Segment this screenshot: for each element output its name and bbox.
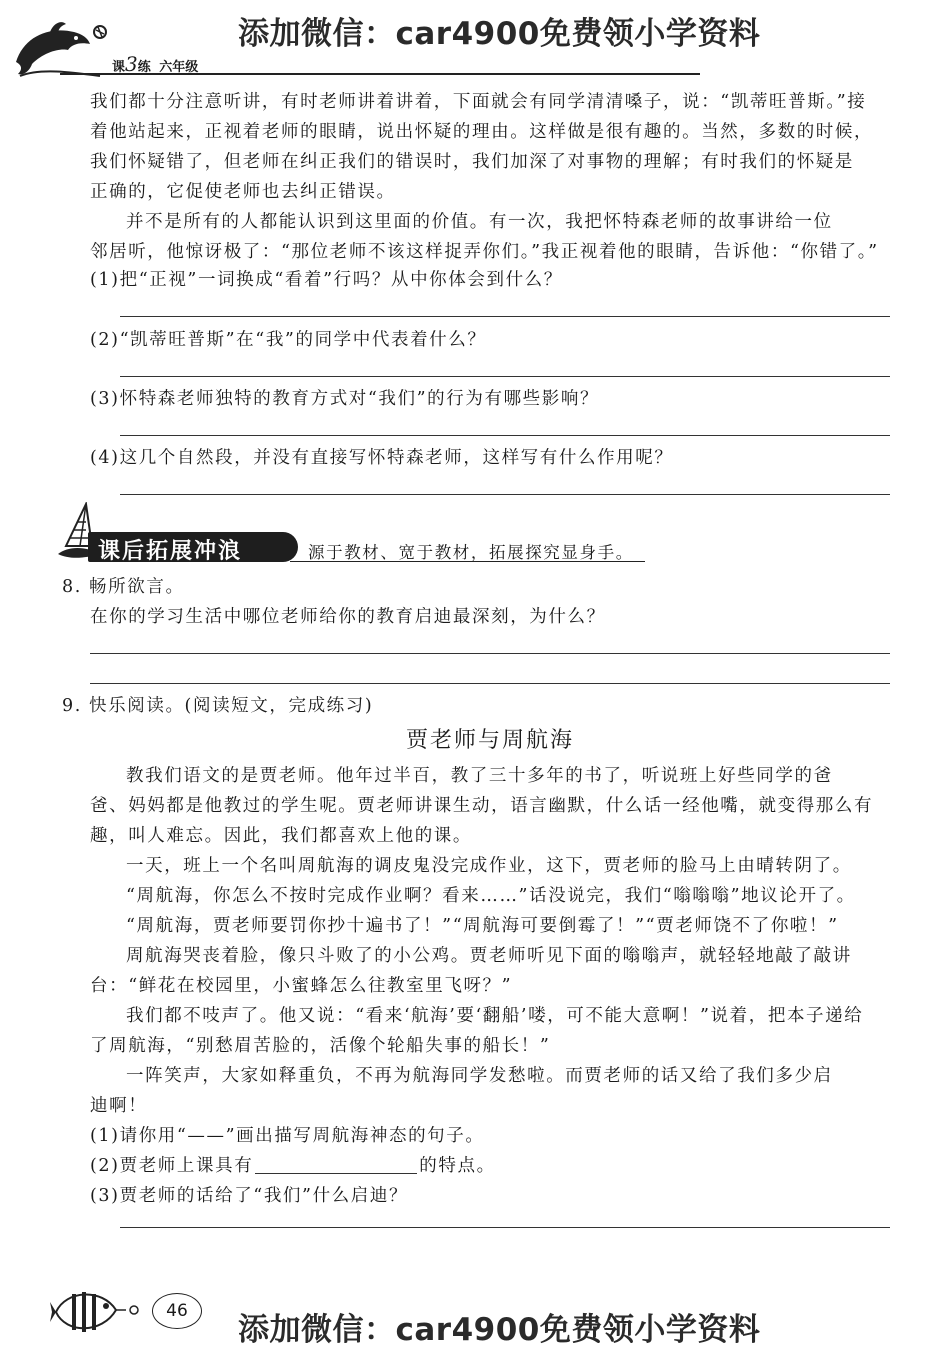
q9-sub3: (3)贾老师的话给了“我们”什么启迪？ <box>90 1186 409 1206</box>
answer-line[interactable] <box>90 653 890 654</box>
passage-line: 着他站起来，正视着老师的眼睛，说出怀疑的理由。这样做是很有趣的。当然，多数的时候， <box>90 122 874 142</box>
grade-label: 六年级 <box>159 60 199 75</box>
story-line: 我们都不吱声了。他又说：“看来‘航海’要‘翻船’喽，可不能大意啊！”说着，把本子递给 <box>126 1006 864 1026</box>
header-watermark: 添加微信：car4900免费领小学资料 <box>238 16 761 52</box>
q9-sub2-after: 的特点。 <box>419 1156 496 1176</box>
answer-line[interactable] <box>120 494 890 495</box>
story-line: 趣，叫人难忘。因此，我们都喜欢上他的课。 <box>90 826 472 846</box>
question-text: (4)这几个自然段，并没有直接写怀特森老师，这样写有什么作用呢？ <box>90 448 674 468</box>
footer-watermark: 添加微信：car4900免费领小学资料 <box>238 1312 761 1348</box>
fill-blank[interactable] <box>255 1173 417 1174</box>
q9-sub1: (1)请你用“——”画出描写周航海神态的句子。 <box>90 1126 485 1146</box>
passage-line: 邻居听，他惊讶极了：“那位老师不该这样捉弄你们。”我正视着他的眼睛，告诉他：“你错了。” <box>90 242 879 262</box>
story-line: 一天，班上一个名叫周航海的调皮鬼没完成作业，这下，贾老师的脸马上由晴转阴了。 <box>126 856 852 876</box>
header-rule <box>60 73 700 75</box>
dolphin-logo <box>10 18 110 78</box>
story-line: 教我们语文的是贾老师。他年过半百，教了三十多年的书了，听说班上好些同学的爸 <box>126 766 833 786</box>
q9-sub2-before: (2)贾老师上课具有 <box>90 1156 254 1176</box>
story-line: 周航海哭丧着脸，像只斗败了的小公鸡。贾老师听见下面的嗡嗡声，就轻轻地敲了敲讲 <box>126 946 852 966</box>
page-number-badge <box>152 1293 202 1329</box>
story-line: 了周航海，“别愁眉苦脸的，活像个轮船失事的船长！” <box>90 1036 551 1056</box>
lesson-number: 3 <box>125 52 138 76</box>
section-banner <box>88 532 298 562</box>
banner-subtitle: 源于教材、宽于教材，拓展探究显身手。 <box>308 543 634 562</box>
story-line: 台：“鲜花在校园里，小蜜蜂怎么往教室里飞呀？” <box>90 976 513 996</box>
lesson-tag <box>112 52 199 76</box>
answer-line[interactable] <box>120 435 890 436</box>
story-line: 爸、妈妈都是他教过的学生呢。贾老师讲课生动，语言幽默，什么话一经他嘴，就变得那么有 <box>90 796 874 816</box>
q9-sub2 <box>90 1152 496 1177</box>
q8-label: 8. 畅所欲言。 <box>62 577 185 597</box>
passage-line: 我们怀疑错了，但老师在纠正我们的错误时，我们加深了对事物的理解；有时我们的怀疑是 <box>90 152 854 172</box>
answer-line[interactable] <box>120 316 890 317</box>
story-line: 一阵笑声，大家如释重负，不再为航海同学发愁啦。而贾老师的话又给了我们多少启 <box>126 1066 833 1086</box>
q8-prompt: 在你的学习生活中哪位老师给你的教育启迪最深刻，为什么？ <box>90 607 606 627</box>
q9-label: 9. 快乐阅读。(阅读短文，完成练习) <box>62 696 374 716</box>
passage-line: 我们都十分注意听讲，有时老师讲着讲着，下面就会有同学清清嗓子，说：“凯蒂旺普斯。”接 <box>90 92 867 112</box>
banner-title: 课后拓展冲浪 <box>98 539 243 564</box>
fish-icon <box>50 1284 140 1340</box>
page-number: 46 <box>166 1301 188 1321</box>
story-title: 贾老师与周航海 <box>405 728 574 753</box>
story-line: 迪啊！ <box>90 1096 148 1116</box>
answer-line[interactable] <box>120 376 890 377</box>
story-line: “周航海，你怎么不按时完成作业啊？看来……”话没说完，我们“嗡嗡嗡”地议论开了。 <box>126 886 856 906</box>
passage-line: 正确的，它促使老师也去纠正错误。 <box>90 182 396 202</box>
story-line: “周航海，贾老师要罚你抄十遍书了！”“周航海可要倒霉了！”“贾老师饶不了你啦！” <box>126 916 839 936</box>
passage-line: 并不是所有的人都能认识到这里面的价值。有一次，我把怀特森老师的故事讲给一位 <box>126 212 833 232</box>
question-text: (3)怀特森老师独特的教育方式对“我们”的行为有哪些影响？ <box>90 389 600 409</box>
answer-line[interactable] <box>120 1227 890 1228</box>
question-text: (1)把“正视”一词换成“看着”行吗？从中你体会到什么？ <box>90 270 563 290</box>
lesson-suffix: 练 <box>137 60 151 75</box>
lesson-prefix: 课 <box>112 60 126 75</box>
answer-line[interactable] <box>90 683 890 684</box>
question-text: (2)“凯蒂旺普斯”在“我”的同学中代表着什么？ <box>90 330 487 350</box>
